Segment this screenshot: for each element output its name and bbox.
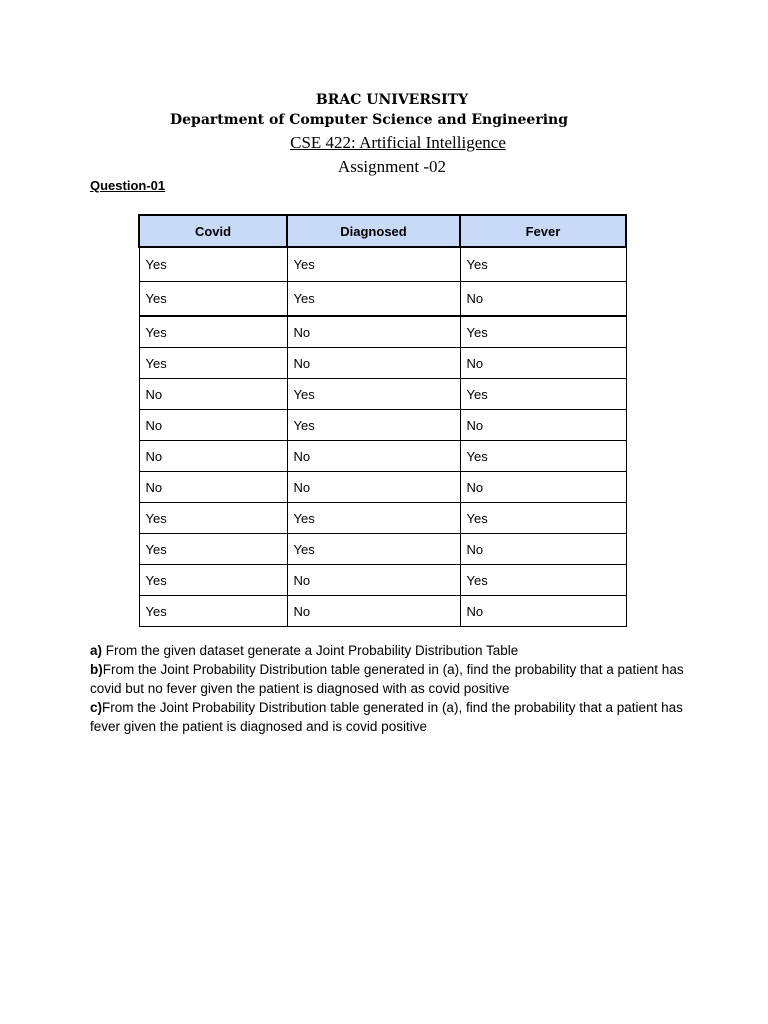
part-c-text: From the Joint Probability Distribution table generated in (a), find the probability that a patient has fever given the patient is diagnosed and is covid positive [90,700,683,734]
table-row [139,282,626,317]
table-row [139,503,626,534]
column-header-covid: Covid [139,215,287,247]
part-b [90,660,690,698]
question-title: Question-01 [90,178,166,193]
table-row [139,472,626,503]
assignment-title: Assignment -02 [337,157,447,176]
cell-diagnosed: Yes [287,503,460,534]
table-row [139,348,626,379]
cell-covid: Yes [139,596,287,627]
cell-fever: No [460,282,626,317]
table-row [139,441,626,472]
cell-diagnosed: Yes [287,379,460,410]
university-name: BRAC UNIVERSITY [315,92,469,108]
cell-covid: Yes [139,316,287,348]
cell-diagnosed: No [287,316,460,348]
table-row [139,379,626,410]
cell-diagnosed: Yes [287,247,460,282]
cell-covid: No [139,441,287,472]
table-row [139,534,626,565]
part-a-text: From the given dataset generate a Joint Probability Distribution Table [102,643,519,658]
cell-fever: Yes [460,441,626,472]
cell-diagnosed: Yes [287,410,460,441]
cell-fever: Yes [460,565,626,596]
cell-fever: No [460,596,626,627]
part-a [90,641,690,660]
column-header-fever: Fever [460,215,626,247]
cell-covid: Yes [139,565,287,596]
department-name: Department of Computer Science and Engineering [170,112,568,128]
cell-fever: Yes [460,379,626,410]
table-row [139,247,626,282]
table-header-row [139,215,626,247]
cell-diagnosed: No [287,441,460,472]
cell-covid: Yes [139,348,287,379]
table-row [139,410,626,441]
dataset-table [138,214,627,627]
cell-covid: Yes [139,534,287,565]
part-c [90,698,690,736]
cell-fever: No [460,410,626,441]
cell-covid: Yes [139,247,287,282]
part-a-label: a) [90,643,103,658]
table-row [139,316,626,348]
column-header-diagnosed: Diagnosed [287,215,460,247]
cell-fever: No [460,348,626,379]
cell-fever: Yes [460,316,626,348]
cell-covid: Yes [139,282,287,317]
table-body [139,247,626,627]
cell-fever: No [460,472,626,503]
cell-covid: No [139,472,287,503]
cell-fever: Yes [460,503,626,534]
cell-covid: No [139,410,287,441]
cell-diagnosed: No [287,348,460,379]
table-row [139,565,626,596]
cell-fever: Yes [460,247,626,282]
cell-diagnosed: No [287,472,460,503]
question-parts [90,641,690,736]
cell-diagnosed: No [287,565,460,596]
part-c-label: c) [90,700,103,715]
cell-fever: No [460,534,626,565]
cell-diagnosed: Yes [287,534,460,565]
course-title: CSE 422: Artificial Intelligence [290,133,506,152]
cell-diagnosed: No [287,596,460,627]
cell-covid: No [139,379,287,410]
cell-covid: Yes [139,503,287,534]
cell-diagnosed: Yes [287,282,460,317]
part-b-text: From the Joint Probability Distribution table generated in (a), find the probability that a patient has covid but no fever given the patient is diagnosed with as covid positive [90,662,684,696]
part-b-label: b) [90,662,103,677]
table-row [139,596,626,627]
